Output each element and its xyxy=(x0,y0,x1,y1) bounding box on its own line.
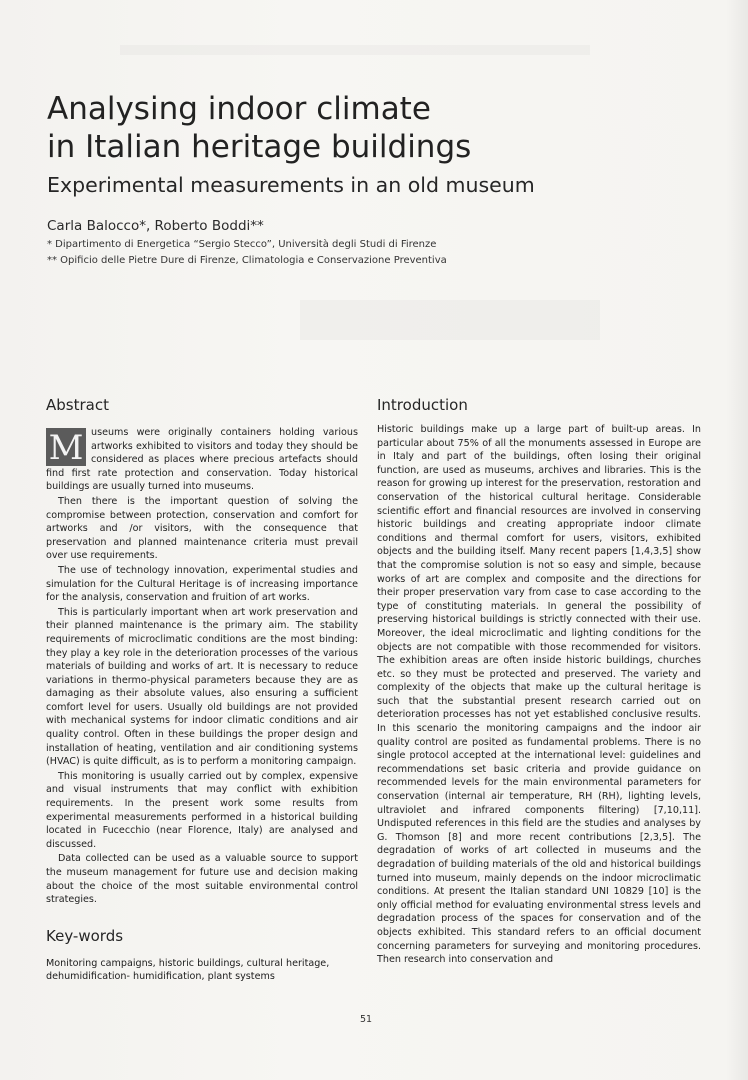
abstract-paragraph-2: Then there is the important question of solving the compromise between protection, conservation and comfort for artworks and /or visitors, with the consequence that preservation and planned maintenance criteria must prevail over use requirements. xyxy=(46,495,358,562)
introduction-heading: Introduction xyxy=(377,396,468,414)
title-line-2: in Italian heritage buildings xyxy=(47,129,472,165)
introduction-body xyxy=(377,423,701,967)
article-title xyxy=(47,90,471,166)
abstract-paragraph-1-text: useums were originally containers holding various artworks exhibited to visitors and today they should be considered as places where precious artefacts should find first rate protection and conservation. Today historical buildings are usually turned into museums. xyxy=(46,427,358,493)
left-column xyxy=(46,394,358,984)
show-through-shadow xyxy=(120,45,590,55)
article-subtitle: Experimental measurements in an old museum xyxy=(47,173,535,197)
show-through-shadow xyxy=(300,300,600,340)
abstract-paragraph-3: The use of technology innovation, experimental studies and simulation for the Cultural Heritage is of increasing importance for the analysis, conservation and fruition of art works. xyxy=(46,564,358,604)
abstract-paragraph-4: This is particularly important when art work preservation and their planned maintenance is the primary aim. The stability requirements of microclimatic conditions are the most binding: they play a key role in the deterioration processes of the various materials of building and works of art. It is necessary to reduce variations in thermo-physical parameters because they are as damaging as their absolute values, also ensuring a sufficient comfort level for users. Usually old buildings are not provided with mechanical systems for indoor climatic conditions and air quality control. Often in these buildings the proper design and installation of heating, ventilation and air conditioning systems (HVAC) is quite difficult, as is to perform a monitoring campaign. xyxy=(46,606,358,768)
affiliation-2: ** Opificio delle Pietre Dure di Firenze, Climatologia e Conservazione Preventiva xyxy=(47,255,447,266)
keywords-heading: Key-words xyxy=(46,926,124,945)
abstract-paragraph-6: Data collected can be used as a valuable source to support the museum management for future use and decision making about the choice of the most suitable environmental control strategies. xyxy=(46,853,358,906)
abstract-body xyxy=(46,426,358,907)
affiliation-1: * Dipartimento di Energetica “Sergio Stecco”, Università degli Studi di Firenze xyxy=(47,239,437,250)
introduction-paragraph: Historic buildings make up a large part of built-up areas. In particular about 75% of all the monuments assessed in Europe are in Italy and part of the buildings, often losing their original function, are used as museums, archives and libraries. This is the reason for growing up interest for the preservation, restoration and conservation of the historical cultural heritage. Considerable scientific effort and financial resources are involved in conserving historic buildings and creating appropriate indoor climate conditions and thermal comfort for users, visitors, exhibited objects and the building itself. Many recent papers [1,4,3,5] show that the compromise solution is not so easy and simple, because works of art are complex and composite and the directions for their proper preservation vary from case to case according to the type of constituting materials. In general the possibility of preserving historical buildings is strictly connected with their use. Moreover, the ideal microclimatic and lighting conditions for the objects are not compatible with those recommended for visitors. The exhibition areas are often inside historic buildings, churches etc. so they must be protected and preserved. The variety and complexity of the objects that make up the cultural heritage is such that the substantial present research carried out on deterioration processes has not yet established conclusive results. In this scenario the monitoring campaigns and the indoor air quality control are posited as fundamental problems. There is no single protocol accepted at the international level: guidelines and recommendations set basic criteria and provide guidance on recommended levels for the main environmental parameters for conservation (internal air temperature, RH (RH), lighting levels, ultraviolet and infrared components filtering) [7,10,11]. Undisputed references in this field are the studies and analyses by G. Thomson [8] and more recent contributions [2,3,5]. The degradation of works of art collected in museums and the degradation of building materials of the old and historical buildings turned into museum, mainly depends on the indoor microclimatic conditions. At present the Italian standard UNI 10829 [10] is the only official method for evaluating environmental stress levels and degradation process of the spaces for conservation and of the objects exhibited. This standard refers to an official document concerning parameters for surveying and monitoring procedures. Then research into conservation and xyxy=(377,424,701,966)
abstract-paragraph-5: This monitoring is usually carried out by complex, expensive and visual instruments that may conflict with exhibition requirements. In the present work some results from experimental measurements performed in a historical building located in Fucecchio (near Florence, Italy) are analysed and discussed. xyxy=(46,770,358,850)
abstract-paragraph-1 xyxy=(46,426,358,494)
keywords-text: Monitoring campaigns, historic buildings, cultural heritage, dehumidification- humidification, plant systems xyxy=(46,957,330,983)
abstract-heading: Abstract xyxy=(46,396,109,414)
title-line-1: Analysing indoor climate xyxy=(47,91,431,127)
page-number: 51 xyxy=(360,1014,373,1025)
author-list: Carla Balocco*, Roberto Boddi** xyxy=(47,218,264,234)
right-column xyxy=(377,394,701,967)
page-edge-shadow xyxy=(726,0,748,1080)
drop-cap: M xyxy=(46,428,86,466)
